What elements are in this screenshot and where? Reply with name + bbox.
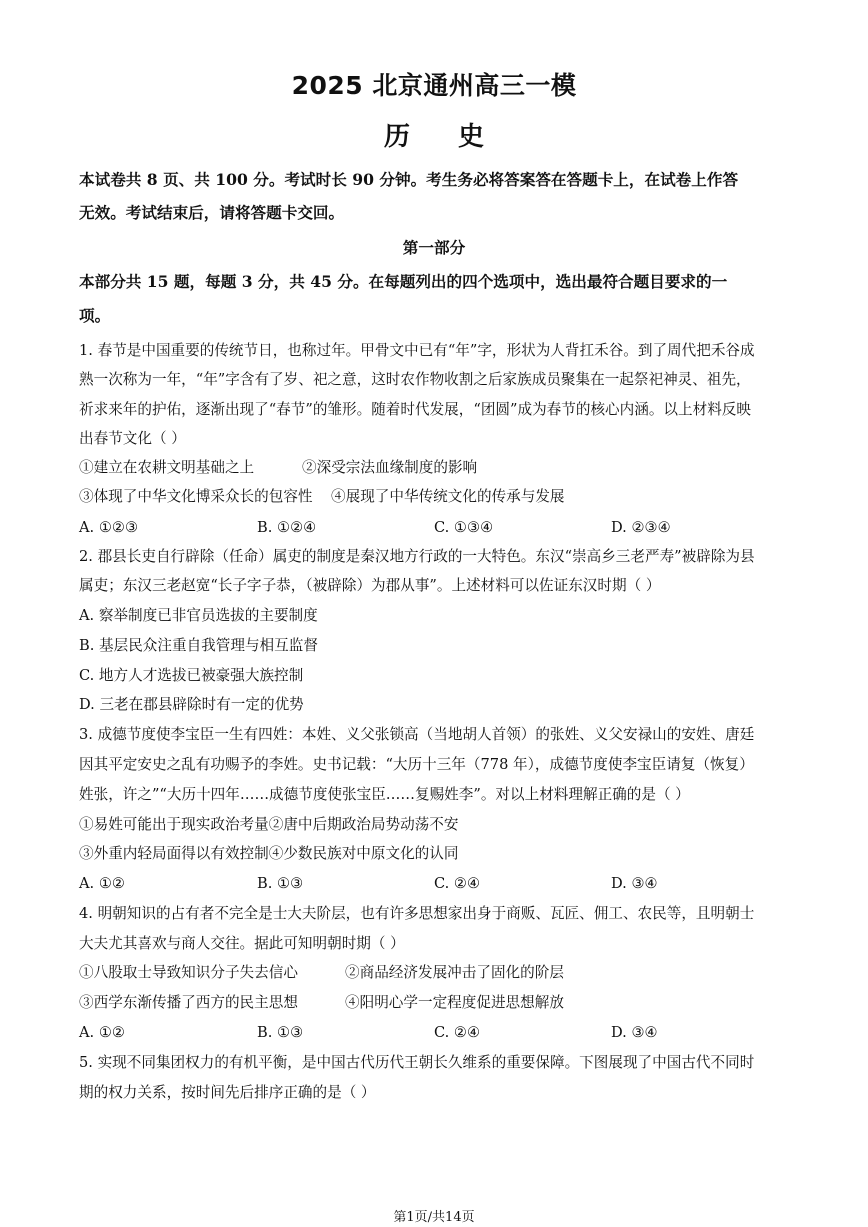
q1-statement-3: ③体现了中华文化博采众长的包容性	[79, 488, 313, 505]
q2-stem-line: 2. 郡县长吏自行辟除（任命）属吏的制度是秦汉地方行政的一大特色。东汉“崇高乡三老严寿”被辟除为县	[79, 548, 755, 565]
q1-statement-1: ①建立在农耕文明基础之上	[79, 459, 255, 476]
q4-statement-4: ④阳明心学一定程度促进思想解放	[345, 994, 564, 1011]
q1-stem-line: 出春节文化（ ）	[79, 430, 186, 447]
q3-statements-line: ①易姓可能出于现实政治考量②唐中后期政治局势动荡不安	[79, 816, 459, 833]
q1-statement-4: ④展现了中华传统文化的传承与发展	[331, 488, 565, 505]
q4-option-c[interactable]: C. ②④	[434, 1024, 481, 1041]
exam-title: 2025 北京通州高三一模	[291, 71, 577, 100]
q2-stem-line: 属吏；东汉三老赵宽“长子字子恭，（被辟除）为郡从事”。上述材料可以佐证东汉时期（ ）	[79, 577, 661, 594]
q4-statement-2: ②商品经济发展冲击了固化的阶层	[345, 964, 564, 981]
q5-stem-line: 5. 实现不同集团权力的有机平衡，是中国古代历代王朝长久维系的重要保障。下图展现了中国古代不同时	[79, 1054, 755, 1071]
q1-option-b[interactable]: B. ①②④	[257, 519, 317, 536]
section-description: 项。	[79, 306, 111, 325]
q1-option-d[interactable]: D. ②③④	[611, 519, 671, 536]
page-number: 第1页/共14页	[393, 1210, 475, 1225]
q4-option-a[interactable]: A. ①②	[79, 1024, 125, 1041]
q2-option-d[interactable]: D. 三老在郡县辟除时有一定的优势	[79, 696, 304, 713]
q1-stem-line: 1. 春节是中国重要的传统节日，也称过年。甲骨文中已有“年”字，形状为人背扛禾谷。到了周代把禾谷成	[79, 342, 755, 359]
q1-stem-line: 祈求来年的护佑，逐渐出现了“春节”的雏形。随着时代发展，“团圆”成为春节的核心内涵。以上材料反映	[79, 401, 751, 418]
q1-option-c[interactable]: C. ①③④	[434, 519, 494, 536]
instruction-line: 本试卷共 8 页、共 100 分。考试时长 90 分钟。考生务必将答案答在答题卡上，在试卷上作答	[79, 170, 739, 189]
q1-stem-line: 熟一次称为一年，“年”字含有了岁、祀之意，这时农作物收割之后家族成员聚集在一起祭祀神灵、祖先，	[79, 371, 751, 388]
q3-option-d[interactable]: D. ③④	[611, 875, 658, 892]
q3-option-a[interactable]: A. ①②	[79, 875, 125, 892]
q4-statement-3: ③西学东渐传播了西方的民主思想	[79, 994, 298, 1011]
q2-option-b[interactable]: B. 基层民众注重自我管理与相互监督	[79, 637, 318, 654]
q5-stem-line: 期的权力关系，按时间先后排序正确的是（ ）	[79, 1084, 376, 1101]
instruction-line: 无效。考试结束后，请将答题卡交回。	[79, 203, 345, 222]
q4-option-b[interactable]: B. ①③	[257, 1024, 304, 1041]
q1-statement-2: ②深受宗法血缘制度的影响	[302, 459, 478, 476]
section-title: 第一部分	[402, 238, 466, 257]
q4-stem-line: 大夫尤其喜欢与商人交往。据此可知明朝时期（ ）	[79, 935, 405, 952]
q4-stem-line: 4. 明朝知识的占有者不完全是士大夫阶层，也有许多思想家出身于商贩、瓦匠、佣工、农民等，且明朝士	[79, 905, 755, 922]
q1-option-a[interactable]: A. ①②③	[79, 519, 139, 536]
q3-stem-line: 3. 成德节度使李宝臣一生有四姓：本姓、义父张锁高（当地胡人首领）的张姓、义父安禄山的安姓、唐廷	[79, 726, 755, 743]
q3-stem-line: 姓张，许之”“大历十四年……成德节度使张宝臣……复赐姓李”。对以上材料理解正确的是（ ）	[79, 786, 690, 803]
q3-option-b[interactable]: B. ①③	[257, 875, 304, 892]
subject-title: 历史	[383, 122, 532, 152]
q2-option-a[interactable]: A. 察举制度已非官员选拔的主要制度	[79, 607, 318, 624]
q4-statement-1: ①八股取士导致知识分子失去信心	[79, 964, 298, 981]
q2-option-c[interactable]: C. 地方人才选拔已被豪强大族控制	[79, 667, 304, 684]
q3-statements-line: ③外重内轻局面得以有效控制④少数民族对中原文化的认同	[79, 845, 459, 862]
q3-option-c[interactable]: C. ②④	[434, 875, 481, 892]
section-description: 本部分共 15 题，每题 3 分，共 45 分。在每题列出的四个选项中，选出最符合题目要求的一	[79, 272, 728, 291]
q3-stem-line: 因其平定安史之乱有功赐予的李姓。史书记载：“大历十三年（778 年），成德节度使李宝臣请复（恢复）	[79, 756, 754, 773]
q4-option-d[interactable]: D. ③④	[611, 1024, 658, 1041]
